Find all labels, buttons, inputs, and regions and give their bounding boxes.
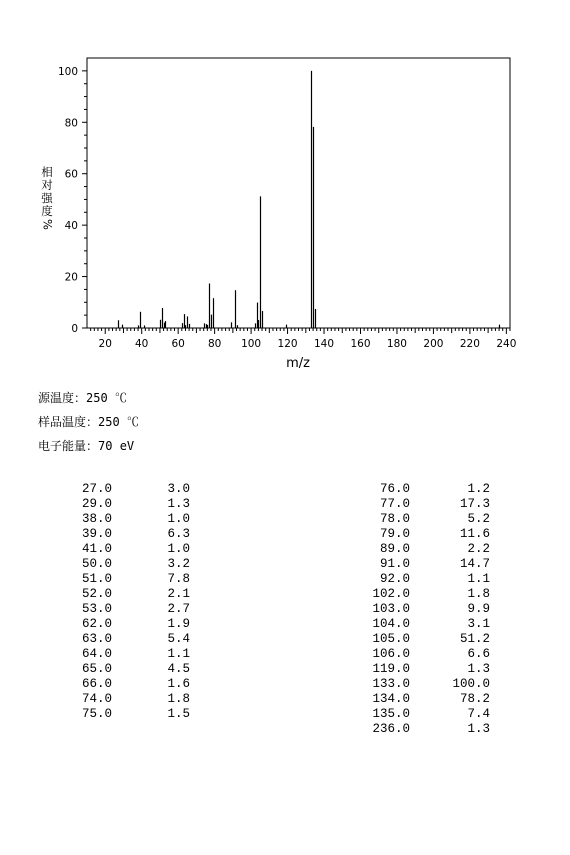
mz-value: 41.0	[81, 542, 112, 556]
mz-value: 78.0	[379, 512, 410, 526]
intensity-value: 7.4	[467, 707, 490, 721]
intensity-value: 1.8	[467, 587, 490, 601]
table-row	[0, 707, 300, 722]
sample-temperature-value: 250 ℃	[98, 415, 139, 429]
intensity-value: 14.7	[459, 557, 490, 571]
plot-frame	[87, 58, 510, 328]
mz-value: 236.0	[372, 722, 410, 736]
table-row	[300, 707, 570, 722]
y-tick-label: 60	[64, 168, 78, 181]
y-tick-label: 0	[71, 323, 78, 335]
intensity-value: 1.8	[167, 692, 190, 706]
y-tick-label: 100	[57, 65, 78, 78]
mz-value: 79.0	[379, 527, 410, 541]
intensity-value: 17.3	[459, 497, 490, 511]
intensity-value: 5.4	[167, 632, 190, 646]
table-row	[300, 542, 570, 557]
intensity-value: 1.6	[167, 677, 190, 691]
x-tick-label: 60	[171, 338, 185, 350]
y-axis-label	[40, 166, 54, 231]
table-row	[0, 497, 300, 512]
table-row	[0, 677, 300, 692]
peak-table-left	[0, 482, 300, 722]
intensity-value: 1.3	[167, 497, 190, 511]
intensity-value: 5.2	[467, 512, 490, 526]
mz-value: 51.0	[81, 572, 112, 586]
intensity-value: 1.1	[467, 572, 490, 586]
table-row	[0, 512, 300, 527]
intensity-value: 1.2	[467, 482, 490, 496]
table-row	[300, 722, 570, 737]
mz-value: 102.0	[372, 587, 410, 601]
y-tick-label: 80	[64, 117, 78, 130]
mz-value: 104.0	[372, 617, 410, 631]
table-row	[300, 497, 570, 512]
intensity-value: 4.5	[167, 662, 190, 676]
intensity-value: 1.0	[167, 512, 190, 526]
mz-value: 77.0	[379, 497, 410, 511]
y-tick-label: 40	[64, 220, 78, 233]
peak-table-right	[300, 482, 570, 737]
mz-value: 74.0	[81, 692, 112, 706]
x-axis-label: m/z	[286, 356, 310, 371]
intensity-value: 1.1	[167, 647, 190, 661]
mz-value: 38.0	[81, 512, 112, 526]
table-row	[300, 632, 570, 647]
x-tick-label: 120	[277, 338, 298, 350]
x-tick-label: 40	[135, 338, 149, 350]
y-axis-label-char: 度	[41, 204, 53, 218]
table-row	[300, 527, 570, 542]
table-row	[0, 527, 300, 542]
intensity-value: 3.2	[167, 557, 190, 571]
x-tick-label: 180	[386, 338, 407, 350]
x-tick-label: 200	[423, 338, 444, 350]
intensity-value: 1.3	[467, 662, 490, 676]
table-row	[0, 647, 300, 662]
intensity-value: 3.1	[467, 617, 490, 631]
intensity-value: 2.7	[167, 602, 190, 616]
table-row	[300, 587, 570, 602]
intensity-value: 51.2	[459, 632, 490, 646]
x-tick-label: 80	[207, 338, 222, 350]
x-tick-label: 160	[350, 338, 371, 350]
intensity-value: 100.0	[452, 677, 490, 691]
table-row	[300, 482, 570, 497]
table-row	[0, 482, 300, 497]
mz-value: 92.0	[379, 572, 410, 586]
table-row	[300, 647, 570, 662]
table-row	[0, 692, 300, 707]
mz-value: 76.0	[379, 482, 410, 496]
source-temperature-value: 250 ℃	[86, 391, 127, 405]
intensity-value: 3.0	[167, 482, 190, 496]
intensity-value: 2.2	[467, 542, 490, 556]
x-axis	[91, 328, 517, 350]
intensity-value: 2.1	[167, 587, 190, 601]
y-tick-label: 20	[64, 271, 78, 284]
mz-value: 105.0	[372, 632, 410, 646]
intensity-value: 6.6	[467, 647, 490, 661]
mz-value: 63.0	[81, 632, 112, 646]
mz-value: 75.0	[81, 707, 112, 721]
table-row	[300, 602, 570, 617]
sample-temperature-label: 样品温度：	[38, 415, 99, 429]
table-row	[0, 632, 300, 647]
electron-energy-value: 70 eV	[98, 439, 135, 453]
table-row	[300, 572, 570, 587]
intensity-value: 7.8	[167, 572, 190, 586]
table-row	[300, 677, 570, 692]
mz-value: 50.0	[81, 557, 112, 571]
table-row	[300, 617, 570, 632]
table-row	[0, 542, 300, 557]
mz-value: 135.0	[372, 707, 410, 721]
table-row	[0, 557, 300, 572]
mz-value: 134.0	[372, 692, 410, 706]
table-row	[0, 587, 300, 602]
table-row	[0, 662, 300, 677]
mz-value: 91.0	[379, 557, 410, 571]
table-row	[0, 572, 300, 587]
y-axis-label-char: 强	[41, 191, 53, 205]
source-temperature-label: 源温度：	[38, 391, 87, 405]
electron-energy-label: 电子能量：	[38, 439, 99, 453]
mz-value: 89.0	[379, 542, 410, 556]
table-row	[300, 692, 570, 707]
sample-temperature	[38, 413, 139, 430]
y-axis-label-char: %	[40, 219, 55, 230]
mz-value: 65.0	[81, 662, 112, 676]
y-axis	[58, 66, 87, 335]
mz-value: 29.0	[81, 497, 112, 511]
intensity-value: 1.0	[167, 542, 190, 556]
x-tick-label: 100	[241, 338, 262, 350]
x-tick-label: 20	[98, 338, 112, 350]
intensity-value: 9.9	[467, 602, 490, 616]
mz-value: 39.0	[81, 527, 112, 541]
y-axis-label-char: 相	[41, 165, 53, 179]
mz-value: 106.0	[372, 647, 410, 661]
mass-spectrum-chart	[0, 0, 570, 380]
electron-energy	[38, 437, 134, 454]
table-row	[300, 557, 570, 572]
table-row	[300, 662, 570, 677]
intensity-value: 1.3	[467, 722, 490, 736]
source-temperature	[38, 389, 127, 406]
mz-value: 62.0	[81, 617, 112, 631]
mz-value: 103.0	[372, 602, 410, 616]
table-row	[0, 602, 300, 617]
table-row	[0, 617, 300, 632]
mz-value: 66.0	[81, 677, 112, 691]
intensity-value: 11.6	[459, 527, 490, 541]
mz-value: 133.0	[372, 677, 410, 691]
mz-value: 64.0	[81, 647, 112, 661]
y-axis-label-char: 对	[41, 178, 53, 192]
mz-value: 53.0	[81, 602, 112, 616]
intensity-value: 6.3	[167, 527, 190, 541]
peaks	[119, 71, 500, 328]
x-tick-label: 140	[314, 338, 335, 350]
mz-value: 27.0	[81, 482, 112, 496]
mz-value: 119.0	[372, 662, 410, 676]
mz-value: 52.0	[81, 587, 112, 601]
intensity-value: 1.5	[167, 707, 190, 721]
x-tick-label: 240	[496, 338, 517, 350]
x-tick-label: 220	[459, 338, 480, 350]
intensity-value: 78.2	[459, 692, 490, 706]
intensity-value: 1.9	[167, 617, 190, 631]
table-row	[300, 512, 570, 527]
